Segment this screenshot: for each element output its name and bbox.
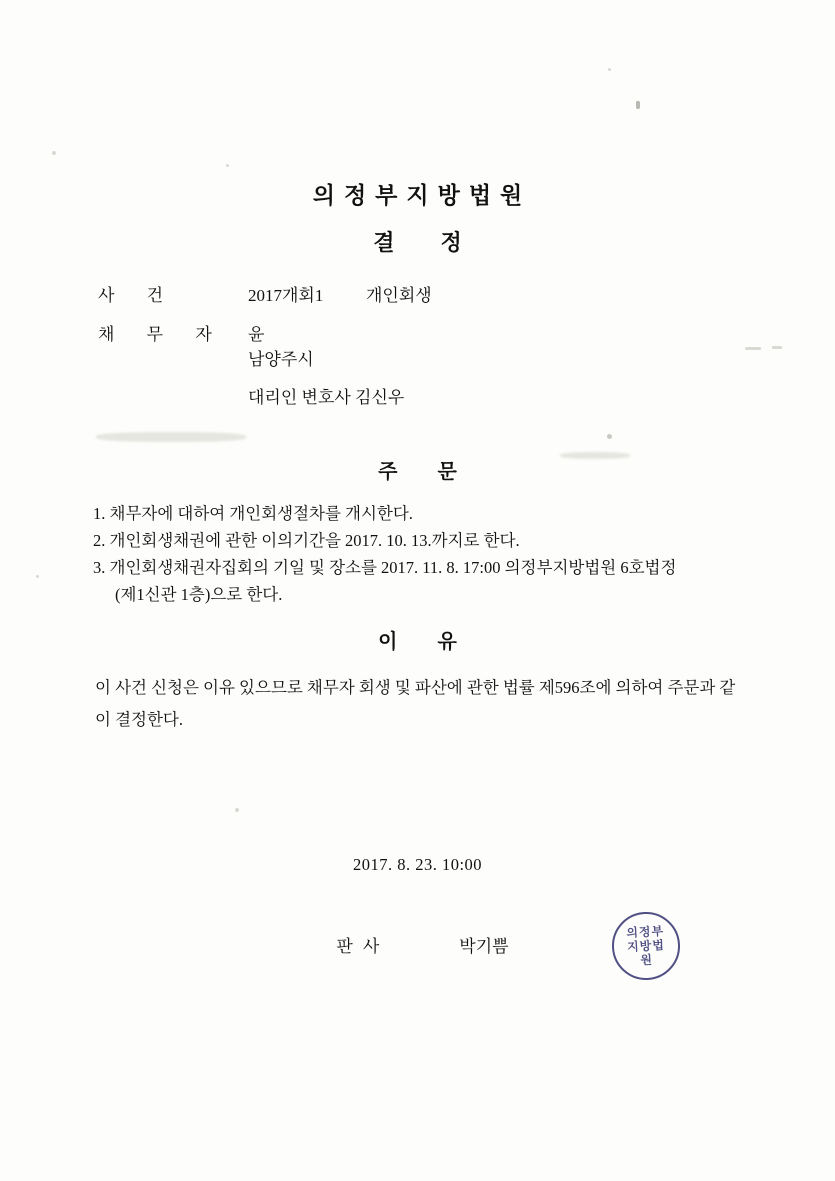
reason-paragraph: 이 사건 신청은 이유 있으므로 채무자 회생 및 파산에 관한 법률 제596조에 의하여 주문과 같이 결정한다. xyxy=(95,678,736,729)
agent-line: 대리인 변호사 김신우 xyxy=(248,388,405,407)
agent-row xyxy=(248,383,404,408)
debtor-label: 채 무 자 xyxy=(98,325,226,344)
decision-date: 2017. 8. 23. 10:00 xyxy=(352,855,483,874)
order-item-3: 3. 개인회생채권자집회의 기일 및 장소를 2017. 11. 8. 17:00 의정부지방법원 6호법정 xyxy=(93,558,677,577)
order-heading: 주문 xyxy=(378,461,497,483)
reason-body xyxy=(95,672,745,736)
case-type: 개인회생 xyxy=(366,286,432,305)
judge-role-label: 판사 xyxy=(336,937,390,956)
order-item-1: 1. 채무자에 대하여 개인회생절차를 개시한다. xyxy=(93,504,413,523)
debtor-address: 남양주시 xyxy=(248,350,314,369)
order-item-2: 2. 개인회생채권에 관한 이의기간을 2017. 10. 13.까지로 한다. xyxy=(93,531,520,550)
judge-name: 박기쁨 xyxy=(459,937,509,956)
court-seal-stamp xyxy=(610,910,681,981)
document-type-heading: 결정 xyxy=(373,230,508,255)
case-label: 사 건 xyxy=(98,286,178,305)
debtor-address-row xyxy=(248,345,314,370)
signature-line xyxy=(0,932,835,957)
debtor-name: 윤 xyxy=(248,325,265,344)
order-item-3-continuation: (제1신관 1층)으로 한다. xyxy=(115,585,283,604)
case-field-row xyxy=(98,281,432,306)
court-title: 의정부지방법원 xyxy=(312,183,532,208)
reason-heading: 이유 xyxy=(378,631,497,653)
seal-text: 의정부지방법원 xyxy=(626,924,666,968)
order-list xyxy=(93,500,753,608)
case-number: 2017개회1 xyxy=(248,286,324,305)
debtor-field-row xyxy=(98,320,264,345)
